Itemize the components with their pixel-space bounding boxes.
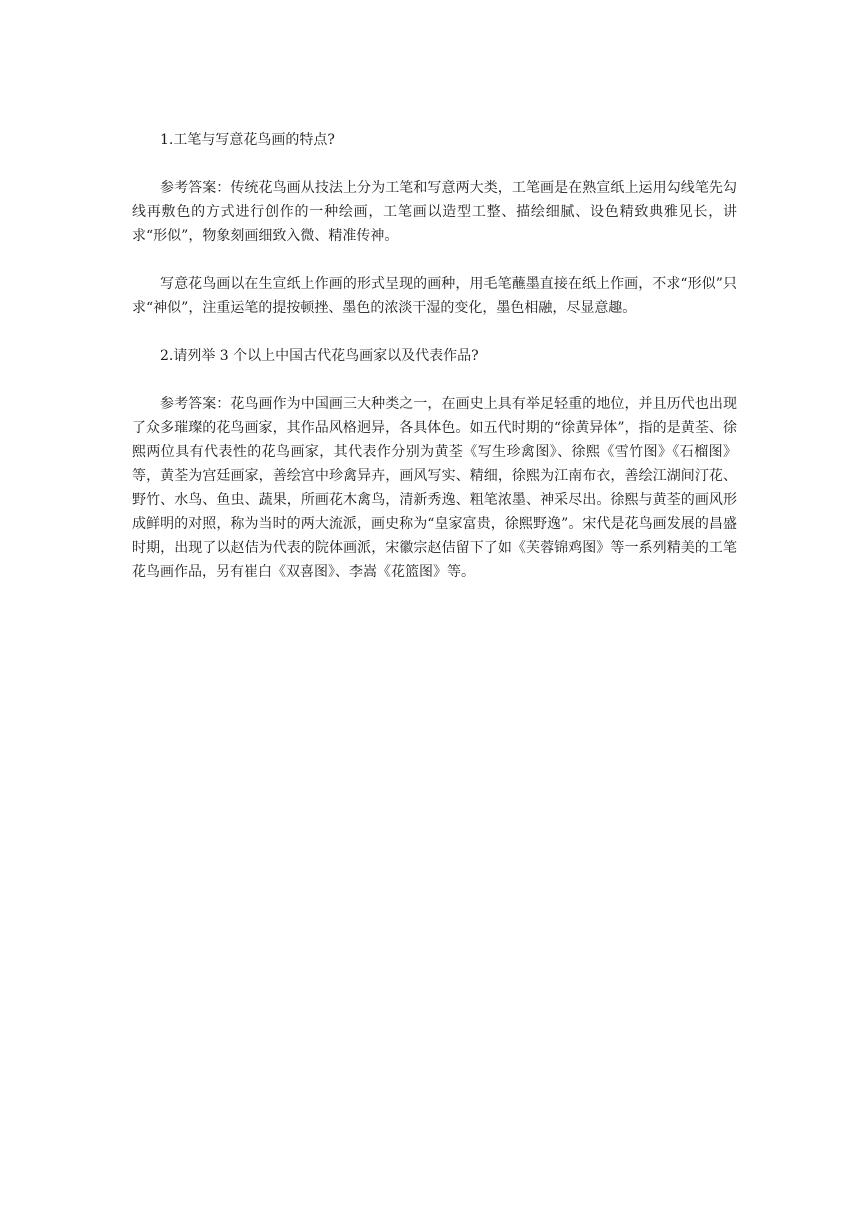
- question-2-heading: 2.请列举 3 个以上中国古代花鸟画家以及代表作品?: [160, 348, 479, 364]
- question-2-answer-paragraph: 参考答案：花鸟画作为中国画三大种类之一，在画史上具有举足轻重的地位，并且历代也出现了众多璀璨的花鸟画家，其作品风格迥异，各具体色。如五代时期的“徐黄异体”，指的是黄荃、徐熙两位具有代表性的花鸟画家，其代表作分别为黄荃《写生珍禽图》、徐熙《雪竹图》《石榴图》等，黄荃为宫廷画家，善绘宫中珍禽异卉，画风写实、精细，徐熙为江南布衣，善绘江湖间汀花、野竹、水鸟、鱼虫、蔬果，所画花木禽鸟，清新秀逸、粗笔浓墨、神采尽出。徐熙与黄荃的画风形成鲜明的对照，称为当时的两大流派，画史称为“皇家富贵，徐熙野逸”。宋代是花鸟画发展的昌盛时期，出现了以赵佶为代表的院体画派，宋徽宗赵佶留下了如《芙蓉锦鸡图》等一系列精美的工笔花鸟画作品，另有崔白《双喜图》、李嵩《花篮图》等。: [132, 396, 737, 580]
- question-1-answer-paragraph-1: 参考答案：传统花鸟画从技法上分为工笔和写意两大类，工笔画是在熟宣纸上运用勾线笔先勾线再敷色的方式进行创作的一种绘画，工笔画以造型工整、描绘细腻、设色精致典雅见长，讲求“形似”，物象刻画细致入微、精准传神。: [132, 180, 737, 244]
- document-body: [132, 128, 737, 608]
- question-1-answer-paragraph-2: 写意花鸟画以在生宣纸上作画的形式呈现的画种，用毛笔蘸墨直接在纸上作画，不求“形似”只求“神似”，注重运笔的提按顿挫、墨色的浓淡干湿的变化，墨色相融，尽显意趣。: [132, 276, 737, 316]
- question-1-heading: 1.工笔与写意花鸟画的特点?: [160, 132, 335, 148]
